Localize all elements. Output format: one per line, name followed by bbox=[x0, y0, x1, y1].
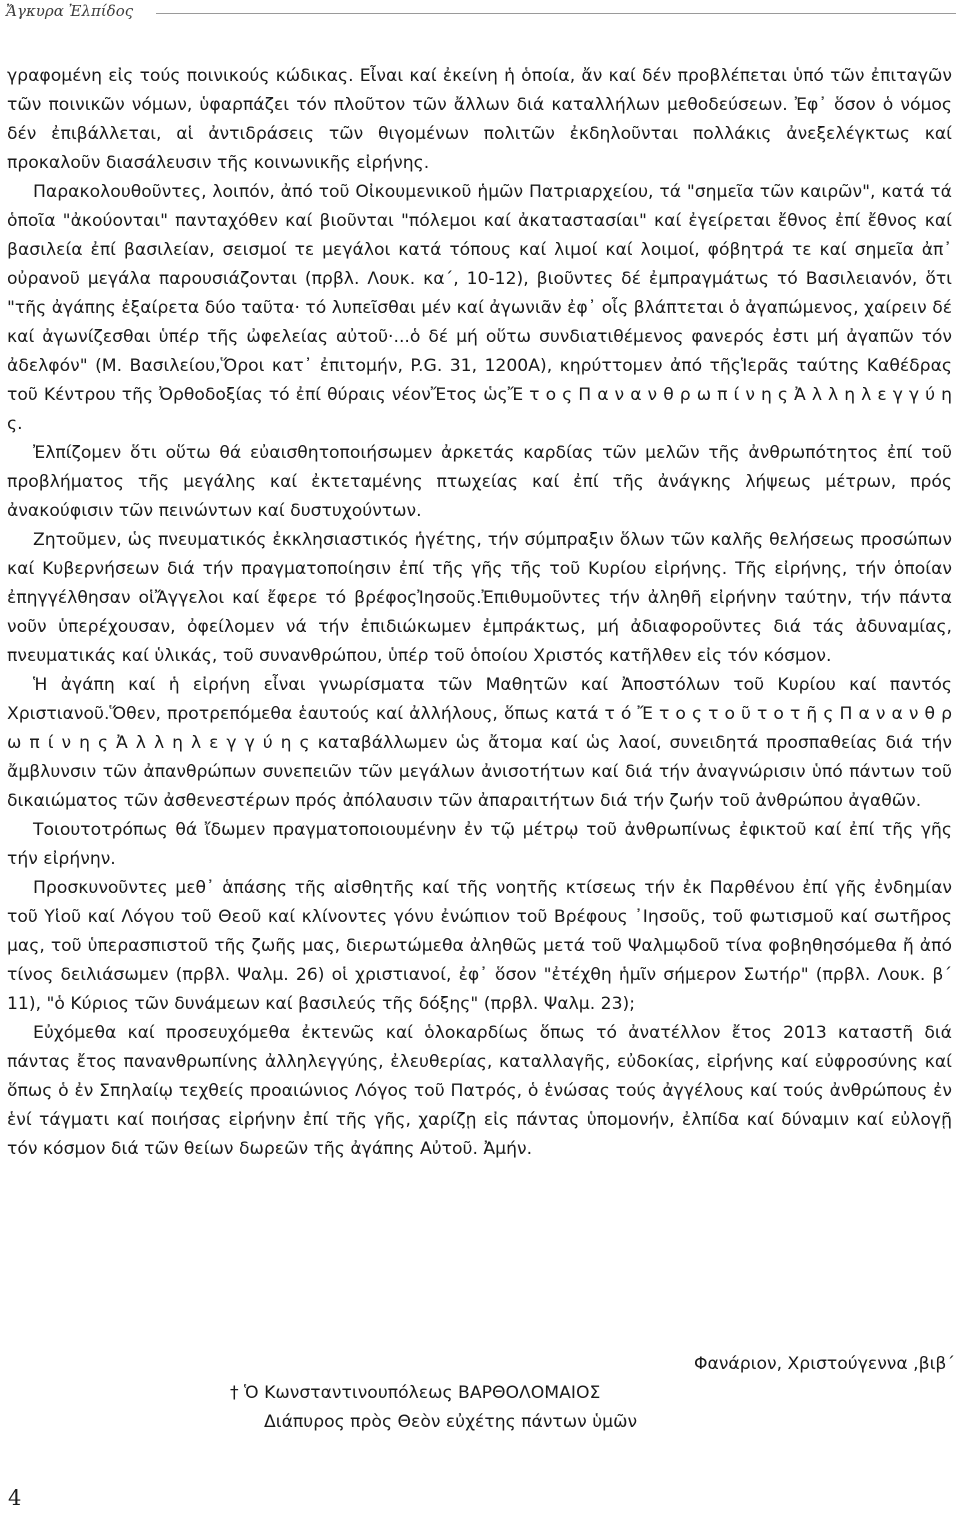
article-body bbox=[7, 62, 952, 1164]
paragraph: Ἐλπίζομεν ὅτι οὕτω θά εὐαισθητοποιήσωμεν ἀρκετάς καρδίας τῶν μελῶν τῆς ἀνθρωπότητος ἐπί τοῦ προβλήματος τῆς μεγάλης καί ἐκτεταμένης πτωχείας καί ἐπί τῆς ἀνάγκης λήψεως μέτρων, πρός ἀνακούφισιν τῶν πεινώντων καί δυστυχούντων. bbox=[7, 443, 952, 521]
patriarch-signature: † Ὁ Κωνσταντινουπόλεως ΒΑΡΘΟΛΟΜΑΙΟΣ bbox=[230, 1383, 601, 1403]
paragraph: Ζητοῦμεν, ὡς πνευματικός ἐκκλησιαστικός ἡγέτης, τήν σύμπραξιν ὅλων τῶν καλῆς θελήσεως προσώπων καί Κυβερνήσεων διά τήν πραγματοποίησιν ἐπί τῆς γῆς τῆς τοῦ Κυρίου εἰρήνης. Τῆς εἰρήνης, τήν ὁποίαν ἐπηγγέλθησαν οἱἌγγελοι καί ἔφερε τό βρέφοςἸησοῦς.Ἐπιθυμοῦντες τήν ἀληθῆ εἰρήνην ταύτην, τήν πάντα νοῦν ὑπερέχουσαν, ὀφείλομεν νά τήν ἐπιδιώκωμεν ἐμπράκτως, μή ἀδιαφοροῦντες διά τάς ἀδυναμίας, πνευματικάς καί ὑλικάς, τοῦ συνανθρώπου, ὑπέρ τοῦ ὁποίου Χριστός κατῆλθεν εἰς τόν κόσμον. bbox=[7, 530, 952, 666]
header-rule bbox=[156, 13, 956, 14]
page-number: 4 bbox=[8, 1486, 22, 1510]
paragraph-continuation: γραφομένη εἰς τούς ποινικούς κώδικας. Εἶναι καί ἐκείνη ἡ ὁποία, ἄν καί δέν προβλέπεται ὑπό τῶν ἐπιταγῶν τῶν ποινικῶν νόμων, ὑφαρπάζει τόν πλοῦτον τῶν ἄλλων διά καταλλήλων μεθοδεύσεων. Ἐφ᾽ ὅσον ὁ νόμος δέν ἐπιβάλλεται, αἱ ἀντιδράσεις τῶν θιγομένων πολιτῶν ἐκδηλοῦνται πολλάκις ἀνεξελέγκτως καί προκαλοῦν διασάλευσιν τῆς κοινωνικῆς εἰρήνης. bbox=[7, 66, 952, 173]
paragraph: Τοιουτοτρόπως θά ἴδωμεν πραγματοποιουμένην ἐν τῷ μέτρῳ τοῦ ἀνθρωπίνως ἐφικτοῦ καί ἐπί τῆς γῆς τήν εἰρήνην. bbox=[7, 820, 952, 869]
place-date-line: Φανάριον, Χριστούγεννα ,βιβ΄ bbox=[693, 1354, 955, 1374]
paragraph: Προσκυνοῦντες μεθ᾽ ἁπάσης τῆς αἰσθητῆς καί τῆς νοητῆς κτίσεως τήν ἐκ Παρθένου ἐπί γῆς ἐνδημίαν τοῦ Υἱοῦ καί Λόγου τοῦ Θεοῦ καί κλίνοντες γόνυ ἐνώπιον τοῦ Βρέφους ᾽Ιησοῦς, τοῦ φωτισμοῦ καί σωτῆρος μας, τοῦ ὑπερασπιστοῦ τῆς ζωῆς μας, διερωτώμεθα ἀληθῶς μετά τοῦ Ψαλμῳδοῦ τίνα φοβηθησόμεθα ἤ ἀπό τίνος δειλιάσωμεν (πρβλ. Ψαλμ. 26) οἱ χριστιανοί, ἐφ᾽ ὅσον "ἐτέχθη ἡμῖν σήμερον Σωτήρ" (πρβλ. Λουκ. β΄ 11), "ὁ Κύριος τῶν δυνάμεων καί βασιλεύς τῆς δόξης" (πρβλ. Ψαλμ. 23); bbox=[7, 878, 952, 1014]
paragraph: Εὐχόμεθα καί προσευχόμεθα ἐκτενῶς καί ὁλοκαρδίως ὅπως τό ἀνατέλλον ἔτος 2013 καταστῆ διά πάντας ἔτος πανανθρωπίνης ἀλληλεγγύης, ἐλευθερίας, καταλλαγῆς, εὐδοκίας, εἰρήνης καί εὐφροσύνης καί ὅπως ὁ ἐν Σπηλαίῳ τεχθείς προαιώνιος Λόγος τοῦ Πατρός, ὁ ἑνώσας τούς ἀγγέλους καί τούς ἀνθρώπους ἐν ἑνί τάγματι καί ποιήσας εἰρήνην ἐπί τῆς γῆς, χαρίζῃ εἰς πάντας ὑπομονήν, ἐλπίδα καί δύναμιν καί εὐλογῇ τόν κόσμον διά τῶν θείων δωρεῶν τῆς ἀγάπης Αὐτοῦ. Ἀμήν. bbox=[7, 1023, 952, 1159]
farewell-line: Διάπυρος πρὸς Θεὸν εὐχέτης πάντων ὑμῶν bbox=[264, 1412, 638, 1432]
journal-title: Ἄγκυρα Ἐλπίδος bbox=[6, 2, 134, 20]
signature-block bbox=[230, 1350, 955, 1437]
paragraph: Παρακολουθοῦντες, λοιπόν, ἀπό τοῦ Οἰκουμενικοῦ ἡμῶν Πατριαρχείου, τά "σημεῖα τῶν καιρῶν", κατά τά ὁποῖα "ἀκούονται" πανταχόθεν καί βιοῦνται "πόλεμοι καί ἀκαταστασίαι" καί ἐγείρεται ἔθνος ἐπί ἔθνος καί βασιλεία ἐπί βασιλείαν, σεισμοί τε μεγάλοι κατά τόπους καί λιμοί καί λοιμοί, φόβητρά τε καί σημεῖα ἀπ᾽ οὐρανοῦ μεγάλα παρουσιάζονται (πρβλ. Λουκ. κα΄, 10-12), βιοῦντες δέ ἐμπραγμάτως τό Βασιλειανόν, ὅτι "τῆς ἀγάπης ἐξαίρετα δύο ταῦτα· τό λυπεῖσθαι μέν καί ἀγωνιᾶν ἐφ᾽ οἷς βλάπτεται ὁ ἀγαπώμενος, χαίρειν δέ καί ἀγωνίζεσθαι ὑπέρ τῆς ὠφελείας αὐτοῦ·...ὁ δέ μή οὕτω συνδιατιθέμενος φανερός ἐστι μή ἀγαπῶν τόν ἀδελφόν" (Μ. Βασιλείου,Ὅροι κατ᾽ ἐπιτομήν, P.G. 31, 1200A), κηρύττομεν ἀπό τῆςἹερᾶς ταύτης Καθέδρας τοῦ Κέντρου τῆς Ὀρθοδοξίας τό ἐπί θύραις νέονἜτος ὡςἜ τ ο ς Π α ν α ν θ ρ ω π ί ν η ς Ἀ λ λ η λ ε γ γ ύ η ς. bbox=[7, 182, 952, 434]
paragraph: Ἡ ἀγάπη καί ἡ εἰρήνη εἶναι γνωρίσματα τῶν Μαθητῶν καί Ἀποστόλων τοῦ Κυρίου καί παντός Χριστιανοῦ.Ὅθεν, προτρεπόμεθα ἑαυτούς καί ἀλλήλους, ὅπως κατά τ ό Ἔ τ ο ς τ ο ῦ τ ο τ ῆ ς Π α ν α ν θ ρ ω π ί ν η ς Ἀ λ λ η λ ε γ γ ύ η ς καταβάλλωμεν ὡς ἄτομα καί ὡς λαοί, συνειδητά προσπαθείας διά τήν ἄμβλυνσιν τῶν ἀπανθρώπων συνεπειῶν τῶν μεγάλων ἀνισοτήτων καί διά τήν ἀναγνώρισιν ὑπό πάντων τοῦ δικαιώματος τῶν ἀσθενεστέρων πρός ἀπόλαυσιν τῶν ἀπαραιτήτων διά τήν ζωήν τοῦ ἀνθρώπου ἀγαθῶν. bbox=[7, 675, 952, 811]
running-header bbox=[6, 2, 956, 24]
